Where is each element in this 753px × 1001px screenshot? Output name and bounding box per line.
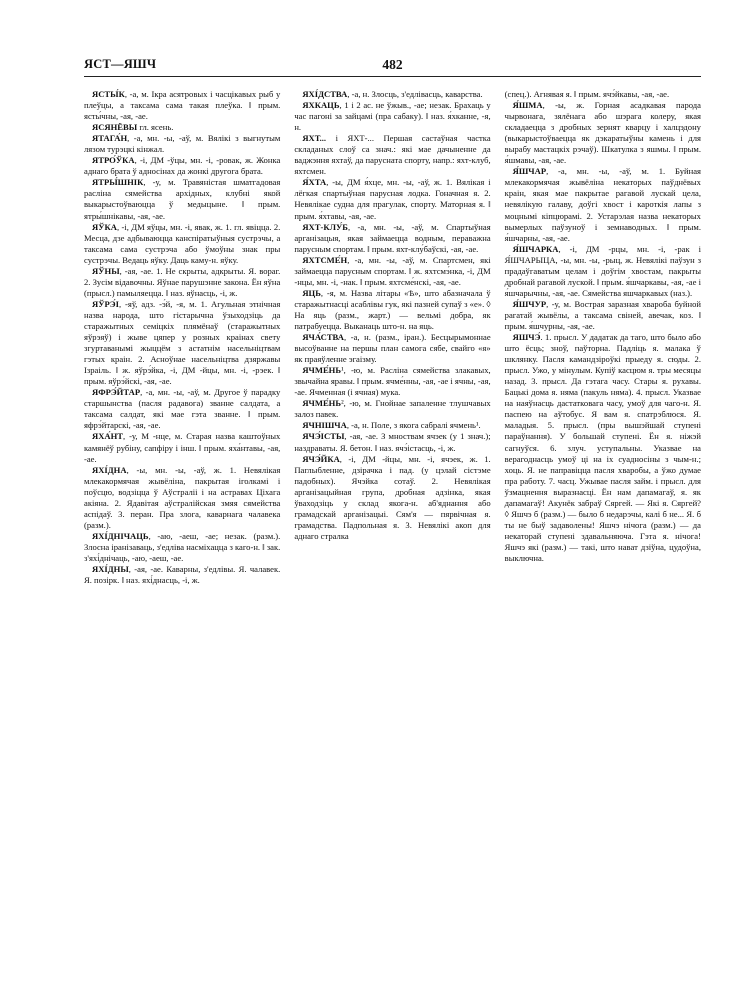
entry-headword: ЯХТ... [302, 133, 327, 144]
dictionary-entry [84, 155, 280, 177]
entry-definition: , -ая, -ае. 1. Не скрыты, адкрыты. Я. вораг. 2. Зусім відавочны. Яўнае парушэнне закона. Ён яўна (прысл.) памыляецца. ‖ наз. яўнасць, -і, ж. [84, 265, 281, 298]
entry-headword: ЯСЯНЁВЫ [92, 122, 138, 133]
entry-definition: , -а, мн. -ы, -аў, м. Спартсмен, які займаецца парусным спортам. ‖ ж. яхтсмэ́нка, -і, ДМ -нцы, мн. -і, -нак. ‖ прым. яхтсме́нскі, -ая, -ае. [294, 254, 491, 287]
entry-headword: ЯЎРЭ́І [92, 298, 119, 309]
dictionary-entry [505, 166, 701, 243]
entry-headword: ЯШЧЭ́ [512, 332, 541, 343]
entry-definition: і ЯХТ-... Першая састаўная частка складаных слоў са знач.: які мае дачыненне да ваджэння яхтаў, да парусната спорту, напр.: яхт-клуб, яхтсмен. [294, 133, 491, 177]
text-columns [84, 89, 701, 586]
dictionary-entry [294, 100, 490, 133]
dictionary-entry [294, 431, 490, 453]
dictionary-entry [294, 288, 490, 332]
entry-definition: ², -ю, м. Гнойнае запаленне тлушчавых залоз павек. [294, 398, 491, 420]
column-2 [294, 89, 490, 586]
dictionary-entry [294, 332, 490, 365]
entry-definition: , -а, н. (разм., іран.). Бесцырымоннае высоўванне на першы план самога сябе, свайго «я» як праяўленне эгаізму. [294, 332, 491, 365]
entry-definition: , -а, мн. -ы, -аў, м. Другое ў парадку старшынства (пасля радавога) званне салдата, а таксама салдат, які мае гэта званне. ‖ прым. яфрэ́йтарскі, -ая, -ае. [84, 387, 281, 431]
entry-definition: , -а, н. Злосць, з'едлівасць, каварства. [347, 89, 483, 99]
entry-definition: , -і, ДМ -рцы, мн. -і, -рак і Я́ШЧАРЫЦА, -ы, мн. -ы, -рыц, ж. Невялікі паўзун з прадаўгаватым целам і доўгім хвостам, пакрыты дробнай рагавой луской. ‖ прым. я́шчаркавы, -ая, -ае і я́шчарычны, -ая, -ае. Сямейства яшчаркавых (наз.). [504, 243, 701, 298]
entry-definition: , -і, ДМ -йцы, мн. -і, ячэек, ж. 1. Паглыбленне, дзірачка і пад. (у цэлай сістэме падобных). Ячэйка сотаў. 2. Невялікая арганізацыйная група, дробная адзінка, якая ўваходзіць у склад якога-н. аб'яднання або грамадскай арганізацыі. Сям'я — пярвічная я. грамадства. Падпольная я. 3. Невялікі акоп для аднаго стралка [294, 453, 491, 541]
entry-definition: , -аю, -аеш, -ае; незак. (разм.). Злосна іранізаваць, з'едліва насміхацца з каго-н. ‖ зак. з'яхі́днічаць, -аю, -аеш, -ае. [84, 530, 281, 563]
entry-definition: , 1 і 2 ас. не ўжыв., -ае; незак. Брахаць у час пагоні за зайцамі (пра сабаку). ‖ наз. я́хканне, -я, н. [294, 100, 491, 133]
dictionary-entry [294, 398, 490, 420]
dictionary-entry [84, 89, 280, 122]
dictionary-entry [294, 177, 490, 221]
entry-definition: , -у, М -нце, м. Старая назва каштоўных камянёў рубіну, сапфіру і інш. ‖ прым. яха́нтавы, -ая, -ае. [84, 431, 281, 464]
entry-headword: ЯЎНЫ [92, 265, 120, 276]
entry-definition: , -яў, адз. -э́й, -я, м. 1. Агульная этнічная назва народа, што гістарычна ўзыходзіць да старажытных семіцкіх плямёнаў (старажытных яўрэяў) і жыве цяпер у розных краінах свету згуртаванымі жыццём з астатнім насельніцтвам гэтых краін. 2. Асноўнае насельніцтва дзяржавы Ізраіль. ‖ ж. яўрэ́йка, -і, ДМ -йцы, мн. -і, -рэек. ‖ прым. яўрэ́йскі, -ая, -ае. [84, 298, 281, 387]
dictionary-entry [84, 266, 280, 299]
dictionary-entry [294, 365, 490, 398]
entry-headword: ЯТРО́ЎКА [92, 155, 135, 166]
entry-definition: , -ы, ДМ я́хце, мн. -ы, -аў, ж. 1. Вялікая і лёгкая спартыўная парусная лодка. Гоначная я. 2. Невялікае судна для прагулак, спорту. Маторная я. ‖ прым. я́хтавы, -ая, -ае. [294, 177, 491, 221]
dictionary-entry [84, 122, 280, 133]
dictionary-entry [294, 133, 490, 177]
entry-headword: ЯЧЭ́ЙКА [302, 453, 340, 464]
dictionary-entry [84, 465, 280, 531]
entry-headword: ЯЧМЕ́НЬ [302, 398, 342, 409]
entry-headword: ЯФРЭ́ЙТАР [92, 387, 141, 398]
entry-headword: ЯЧА́СТВА [302, 332, 344, 343]
column-1 [84, 89, 280, 586]
entry-definition: , -ы, ж. Горная асадкавая парода чырвонага, зялёнага або шэрага колеру, якая складаецца з дробных зернят кварцу і халцэдону (выкарыстоўваецца як дэкаратыўны камень і для вырабу мастацкіх рэчаў). Шкатулка з яшмы. ‖ прым. я́шмавы, -ая, -ае. [504, 100, 701, 166]
entry-definition: , -а, мн. -ы, -аў, м. Вялікі з выгнутым лязом турэцкі кінжал. [84, 133, 281, 155]
entry-definition: гл. ясень. [137, 122, 174, 133]
entry-headword: Я́ШЧАРКА [512, 243, 559, 254]
dictionary-entry [294, 89, 490, 100]
entry-definition: , -а, м. Ікра асятровых і часцікавых рыб у плеўцы, а таксама сама такая плеўка. ‖ прым. яcты́чны, -ая, -ае. [84, 89, 281, 122]
entry-definition: , -ая, -ае. З мноствам ячэек (у 1 знач.); наздраваты. Я. бетон. ‖ наз. ячэ́істасць, -і, ж. [294, 431, 491, 453]
entry-headword: ЯХА́НТ [92, 431, 124, 442]
dictionary-entry [505, 100, 701, 166]
entry-headword: ЯСТЫ́К [92, 89, 125, 99]
entry-definition: , -а, мн. -ы, -аў, м. Спартыўная арганізацыя, якая займаецца водным, пераважна парусным спортам. ‖ прым. яхт-клу́баўскі, -ая, -ае. [294, 221, 491, 254]
entry-headword: Я́ШЧУР [512, 298, 547, 309]
entry-headword: ЯЧМЕ́НЬ [302, 365, 342, 376]
dictionary-entry [294, 222, 490, 255]
dictionary-entry [505, 89, 701, 100]
dictionary-entry [505, 332, 701, 564]
entry-headword: Я́ХТА [302, 177, 327, 188]
entry-headword: ЯЧНІШЧА [302, 420, 347, 431]
dictionary-entry [505, 244, 701, 299]
dictionary-entry [505, 299, 701, 332]
entry-headword: ЯЦЬ [302, 287, 321, 298]
dictionary-entry [84, 299, 280, 387]
entry-headword: Я́ШЧАР [512, 166, 547, 177]
page-number: 482 [382, 57, 403, 72]
entry-headword: ЯХІ́ДНІЧАЦЬ [92, 530, 149, 541]
dictionary-entry [84, 133, 280, 155]
dictionary-entry [84, 564, 280, 586]
entry-headword: ЯТАГА́Н [92, 133, 128, 144]
entry-definition: , -у, м. Вострая заразная хвароба буйной рагатай жывёлы, а таксама свіней, авечак, коз. ‖ прым. я́шчурны, -ая, -ае. [504, 298, 701, 331]
dictionary-entry [84, 177, 280, 221]
entry-definition: , -ы, мн. -ы, -аў, ж. 1. Невялікая млекакормячая жывёліна, пакрытая іголкамі і поўсцю, водзіцца ў Аўстраліі і на астравах Ціхага акіяна. 2. Ядавітая аўстралійская змяя сямейства аспідаў. 3. перан. Пра злога, каварнага чалавека (разм.). [84, 464, 281, 530]
entry-headword: ЯХТ-КЛУ́Б [302, 221, 348, 232]
dictionary-entry [84, 387, 280, 431]
entry-headword: ЯХІ́ДНЫ [92, 564, 129, 575]
entry-definition: , -а, мн. -ы, -аў, м. 1. Буйная млекакормячая жывёліна некаторых паўднёвых краін, якая мае пакрытае рагавой лускай цела, невялікую галаву, доўгі хвост і кароткія лапы з моцнымі кіпцюрамі. 2. Устарэлая назва некаторых вымерлых паўзуноў і земнаводных. ‖ прым. я́шчарны, -ая, -ае. [504, 166, 701, 243]
running-head: ЯСТ—ЯШЧ [84, 57, 157, 71]
column-3 [505, 89, 701, 586]
entry-headword: ЯХІ́ДСТВА [302, 89, 348, 99]
entry-headword: ЯХІ́ДНА [92, 464, 127, 475]
entry-definition: ¹, -ю, м. Расліна сямейства злакавых, звычайна яравы. ‖ прым. ячме́нны, -ая, -ае і ячны, -ая, -ае. Ячменная (і ячная) мука. [294, 365, 491, 398]
entry-headword: Я́ШМА [512, 100, 543, 111]
entry-definition: , -я, м. Назва літары «Ѣ», што абазначала ў старажытнасці асаблівы гук, які пазней супаў з «е». ◊ На яць (разм., жарт.) — вельмі добра, як патрабуецца. Выканаць штo-н. на яць. [294, 287, 491, 331]
entry-headword: ЯХКАЦЬ [302, 100, 340, 111]
dictionary-entry [294, 255, 490, 288]
entry-definition: , -ая, -ае. Каварны, з'едлівы. Я. чалавек. Я. позірк. ‖ наз. яхі́днасць, -і, ж. [84, 564, 281, 586]
entry-definition: , -і, ДМ -ўцы, мн. -і, -ровак, ж. Жонка аднаго брата ў адносінах да жонкі другога брата. [84, 155, 281, 177]
dictionary-entry [294, 420, 490, 431]
entry-definition: (спец.). Агнявая я. ‖ прым. ячэ́йкавы, -ая, -ае. [504, 89, 670, 99]
entry-definition: , -а, н. Поле, з якога сабралі ячмень¹. [346, 420, 481, 431]
page-header [84, 54, 701, 77]
entry-headword: ЯЎКА [92, 221, 117, 232]
dictionary-entry [84, 431, 280, 464]
dictionary-entry [294, 454, 490, 542]
dictionary-entry [84, 531, 280, 564]
dictionary-entry [84, 222, 280, 266]
entry-definition: , -у, м. Травяністая шматгадовая расліна сямейства архідных, клубні якой выкарыстоўваюцца ў медыцыне. ‖ прым. ятры́шнікавы, -ая, -ае. [84, 177, 281, 221]
entry-definition: , -і, ДМ яўцы, мн. -і, явак, ж. 1. гл. явіцца. 2. Месца, дзе адбываюцца канспіратыўныя сустрэчы, а таксама сама сустрэча або ўмоўны знак пры сустрэчы. Ведаць яўку. Даць каму-н. яўку. [84, 221, 281, 265]
entry-headword: ЯХТСМЕ́Н [302, 254, 348, 265]
entry-headword: ЯТРЫ́ШНІК [92, 177, 144, 188]
entry-headword: ЯЧЭ́ІСТЫ [302, 431, 345, 442]
entry-definition: . 1. прысл. У дадатак да таго, што было або што ёсць; зноў, паўторна. Падліць я. малака ў шклянку. Пасля камандзіроўкі прыеду я. сюды. 2. прысл. Ужо, у мінулым. Купіў касцюм я. тры месяцы назад. 3. прысл. Да гэтага часу. Стары я. рухавы. Бацькі дома я. няма (пакуль няма). 4. прысл. Указвае на наяўнасць дастатковага часу, умоў для чаго-н. Я. паспею на аўтобус. Я вам я. спатрэблюся. Я. маладыя. 5. прысл. (пры вышэйшай ступені параўнання). У большай ступені. Ён я. ніжэй сагнуўся. 6. злуч. уступальны. Указвае на верагоднасць умоў ці на іх суадносіны з чым-н.; хоць. Я. не паправіцца пасля хваробы, а ўжо думае пра работу. 7. часц. Ужывае пасля займ. і прысл. для ўзмацнення выразнасці. Ён нам дапамагаў, я. як дапамагаў! Акунёк забраў Сяргей. — Які я. Сяргей? ◊ Яшчэ б (разм.) — было б недарэчы, калі б не... Я. б ты не быў задаволены! Яшчэ нічога (разм.) — да некаторай ступені здавальняюча. Гэта я. нічога! Яшчэ які (разм.) — такі, што нават дзіўна, цудоўна, выключна. [504, 332, 701, 563]
